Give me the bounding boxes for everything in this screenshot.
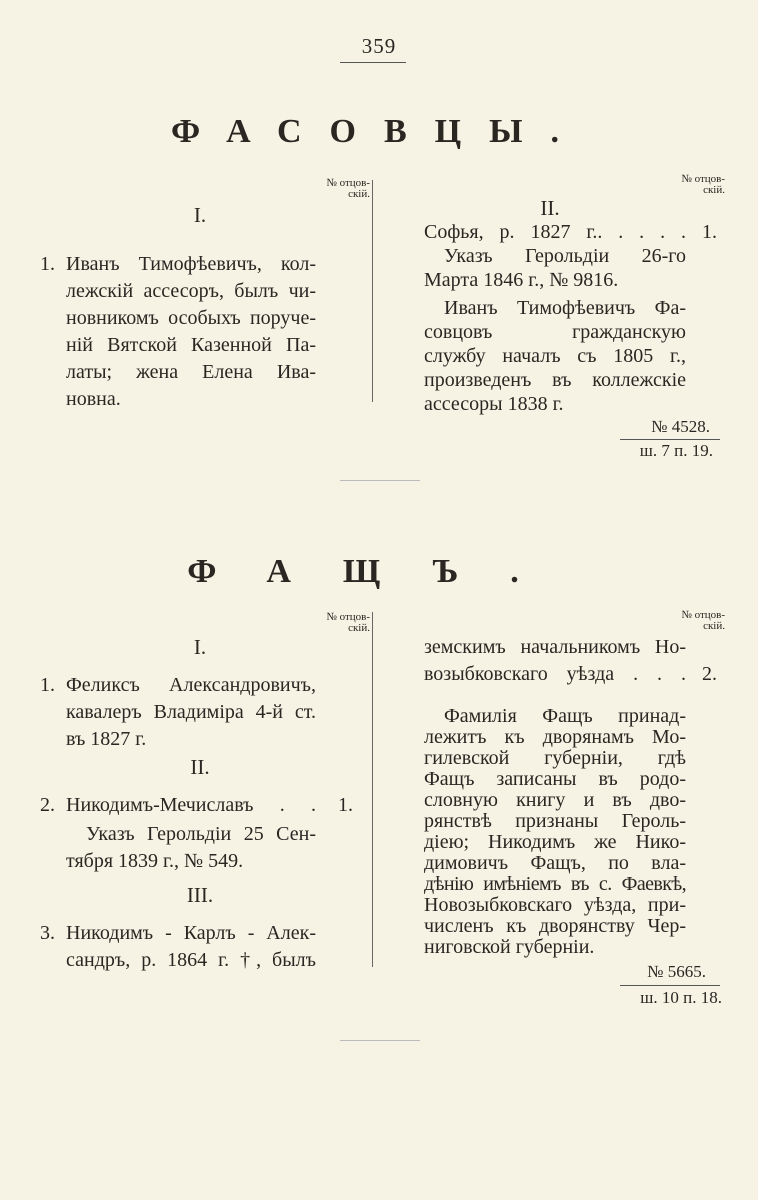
text-line: рянствѣ признаны Героль- <box>424 810 686 832</box>
text-line: лежскій ассесоръ, былъ чи- <box>66 280 316 302</box>
file-number: № 4528. <box>651 417 710 436</box>
entry-number: 1. <box>40 674 55 696</box>
text-line: Новозыбковскаго уѣзда, при- <box>424 894 686 916</box>
generation-roman: I. <box>193 635 207 659</box>
text-line: численъ къ дворянству Чер- <box>424 915 686 937</box>
text-line: Никодимъ-Мечиславъ . . <box>66 794 316 816</box>
text-line: Марта 1846 г., № 9816. <box>424 269 619 291</box>
file-rule <box>620 985 720 986</box>
file-number: № 5665. <box>647 962 706 981</box>
text-line: сандръ, р. 1864 г. †, былъ <box>66 949 316 971</box>
generation-roman: I. <box>193 203 207 227</box>
section-separator <box>340 1040 420 1041</box>
decree-text <box>424 244 686 292</box>
text-line: возыбковскаго уѣзда . . . <box>424 663 686 685</box>
section-title-fasovtsy: ФАСОВЦЫ. <box>171 113 587 150</box>
file-rule <box>620 439 720 440</box>
entry-number: 3. <box>40 922 55 944</box>
text-line: димовичъ Фащъ, по вла- <box>424 852 686 874</box>
text-line: Иванъ Тимофѣевичъ Фа- <box>444 297 686 319</box>
note-text <box>424 296 686 416</box>
text-line: ниговской губерніи. <box>424 936 595 958</box>
text-line: Софья, р. 1827 г.. . . . . <box>424 221 686 243</box>
text-line: Фамилія Фащъ принад- <box>444 705 686 727</box>
text-line: Фащъ записаны въ родо- <box>424 768 686 790</box>
column-header-left <box>290 178 370 200</box>
entry-ref: 2. <box>702 663 717 685</box>
text-line: ассесоры 1838 г. <box>424 393 564 415</box>
col-header-line1: № отцов- <box>326 611 370 623</box>
entry-text <box>66 920 316 974</box>
text-line: новна. <box>66 388 121 410</box>
page-number: 359 <box>361 34 397 58</box>
shelf-number: ш. 10 п. 18. <box>640 988 722 1007</box>
col-header-line1: № отцов- <box>326 177 370 189</box>
text-line: Указъ Герольдіи 25 Сен- <box>86 823 316 845</box>
col-header-line2: скій. <box>348 622 370 634</box>
col-header-line2: скій. <box>703 184 725 196</box>
entry-number: 1. <box>40 253 55 275</box>
entry-text <box>66 251 316 413</box>
text-line: дѣнію имѣніемъ въ с. Фаевкѣ, <box>424 873 686 895</box>
continued-entry-text <box>424 634 686 688</box>
text-line: лежитъ къ дворянамъ Мо- <box>424 726 686 748</box>
col-header-line2: скій. <box>703 620 725 632</box>
text-line: службу началъ съ 1805 г., <box>424 345 686 367</box>
text-line: латы; жена Елена Ива- <box>66 361 316 383</box>
column-header-right <box>645 174 725 196</box>
decree-text <box>66 821 316 875</box>
section-title-fashch: ФАЩЪ. <box>187 553 571 590</box>
text-line: Иванъ Тимофѣевичъ, кол- <box>66 253 316 275</box>
entry-text <box>66 672 316 753</box>
text-line: кавалеръ Владиміра 4-й ст. <box>66 701 316 723</box>
entry-text <box>424 220 686 244</box>
text-line: ній Вятской Казенной Па- <box>66 334 316 356</box>
column-divider <box>372 180 373 402</box>
page-number-rule <box>340 62 406 63</box>
text-line: Феликсъ Александровичъ, <box>66 674 316 696</box>
generation-roman: II. <box>190 755 210 779</box>
column-header-right <box>645 610 725 632</box>
text-line: въ 1827 г. <box>66 728 147 750</box>
text-line: совцовъ гражданскую <box>424 321 686 343</box>
entry-ref: 1. <box>338 794 353 816</box>
note-text <box>424 706 686 958</box>
text-line: словную книгу и въ дво- <box>424 789 686 811</box>
text-line: тября 1839 г., № 549. <box>66 850 244 872</box>
col-header-line2: скій. <box>348 188 370 200</box>
entry-number: 2. <box>40 794 55 816</box>
column-header-left <box>290 612 370 634</box>
column-divider <box>372 612 373 967</box>
text-line: діею; Никодимъ же Нико- <box>424 831 686 853</box>
col-header-line1: № отцов- <box>681 609 725 621</box>
generation-roman: III. <box>186 883 214 907</box>
text-line: Указъ Герольдіи 26-го <box>444 245 686 267</box>
col-header-line1: № отцов- <box>681 173 725 185</box>
text-line: земскимъ начальникомъ Но- <box>424 636 686 658</box>
text-line: Никодимъ - Карлъ - Алек- <box>66 922 316 944</box>
generation-roman: II. <box>540 196 560 220</box>
entry-text <box>66 792 316 819</box>
entry-ref: 1. <box>702 221 717 243</box>
text-line: новникомъ особыхъ поруче- <box>66 307 316 329</box>
text-line: гилевской губерніи, гдѣ <box>424 747 686 769</box>
section-separator <box>340 480 420 481</box>
text-line: произведенъ въ коллежскіе <box>424 369 686 391</box>
shelf-number: ш. 7 п. 19. <box>639 441 713 460</box>
